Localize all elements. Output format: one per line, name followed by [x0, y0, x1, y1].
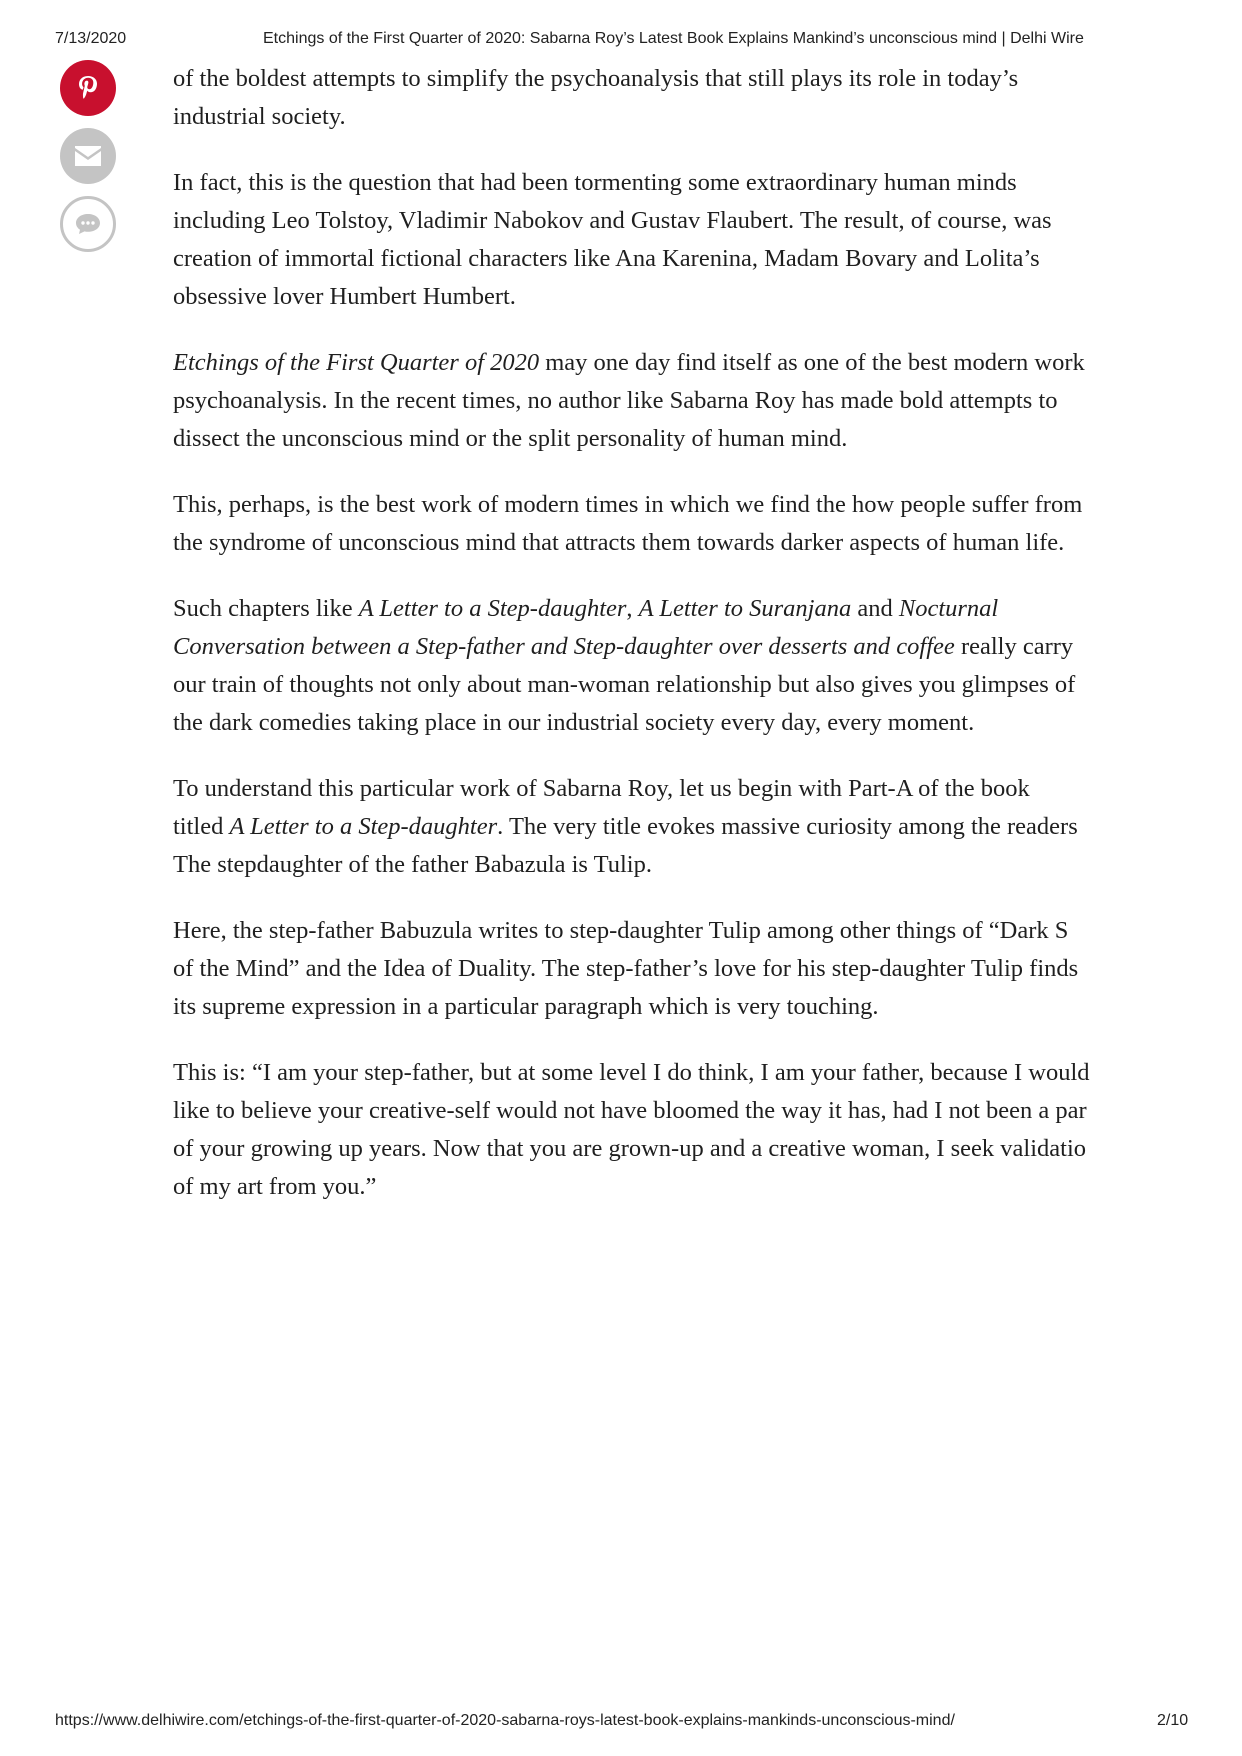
italic-title-text: Conversation between a Step-father and Step-daughter over desserts and coffee — [173, 633, 955, 660]
paragraph-text: titled — [173, 813, 230, 840]
comment-share-button[interactable] — [60, 196, 116, 252]
paragraph-text: of the Mind” and the Idea of Duality. The step-father’s love for his step-daughter Tulip finds — [173, 955, 1079, 982]
paragraph-text: like to believe your creative-self would not have bloomed the way it has, had I not been a par — [173, 1097, 1087, 1124]
pinterest-icon — [75, 73, 101, 103]
italic-title-text: A Letter to a Step-daughter — [229, 813, 498, 840]
paragraph-text: industrial society. — [173, 103, 346, 130]
paragraph-text: and — [851, 595, 899, 622]
paragraph-text: creation of immortal fictional characters like Ana Karenina, Madam Bovary and Lolita’s — [173, 245, 1040, 272]
article-body — [173, 60, 1188, 1240]
article-paragraph — [173, 1054, 1188, 1206]
paragraph-text: This is: “I am your step-father, but at some level I do think, I am your father, because I would — [173, 1059, 1090, 1086]
paragraph-text: , — [626, 595, 639, 622]
share-rail — [60, 60, 118, 264]
italic-title-text: A Letter to Suranjana — [638, 595, 852, 622]
print-url: https://www.delhiwire.com/etchings-of-the-first-quarter-of-2020-sabarna-roys-latest-book-explains-mankinds-unconscious-mind/ — [55, 1712, 955, 1729]
paragraph-text: its supreme expression in a particular paragraph which is very touching. — [173, 993, 879, 1020]
paragraph-text: our train of thoughts not only about man-woman relationship but also gives you glimpses of — [173, 671, 1076, 698]
paragraph-text: obsessive lover Humbert Humbert. — [173, 283, 516, 310]
article-paragraph — [173, 60, 1188, 136]
paragraph-text: dissect the unconscious mind or the split personality of human mind. — [173, 425, 848, 452]
pinterest-share-button[interactable] — [60, 60, 116, 116]
print-header — [0, 30, 1242, 54]
italic-title-text: Etchings of the First Quarter of 2020 — [173, 349, 540, 376]
paragraph-text: . The very title evokes massive curiosity among the readers — [497, 813, 1078, 840]
paragraph-text: including Leo Tolstoy, Vladimir Nabokov and Gustav Flaubert. The result, of course, was — [173, 207, 1052, 234]
envelope-icon — [73, 144, 103, 168]
email-share-button[interactable] — [60, 128, 116, 184]
paragraph-text: may one day find itself as one of the best modern work — [539, 349, 1085, 376]
italic-title-text: Nocturnal — [898, 595, 999, 622]
paragraph-text: The stepdaughter of the father Babazula is Tulip. — [173, 851, 652, 878]
paragraph-text: really carry — [954, 633, 1074, 660]
paragraph-text: Here, the step-father Babuzula writes to step-daughter Tulip among other things of “Dark S — [173, 917, 1069, 944]
article-paragraph — [173, 912, 1188, 1026]
print-page-number: 2/10 — [1157, 1712, 1189, 1729]
italic-title-text: A Letter to a Step-daughter — [358, 595, 627, 622]
paragraph-text: of the boldest attempts to simplify the psychoanalysis that still plays its role in today’s — [173, 65, 1019, 92]
print-footer — [0, 1712, 1242, 1736]
article-paragraph — [173, 770, 1188, 884]
paragraph-text: This, perhaps, is the best work of modern times in which we find the how people suffer from — [173, 491, 1083, 518]
paragraph-text: psychoanalysis. In the recent times, no author like Sabarna Roy has made bold attempts to — [173, 387, 1058, 414]
paragraph-text: the dark comedies taking place in our industrial society every day, every moment. — [173, 709, 975, 736]
print-date: 7/13/2020 — [55, 30, 127, 47]
paragraph-text: of my art from you.” — [173, 1173, 377, 1200]
article-paragraph — [173, 486, 1188, 562]
speech-bubble-icon — [74, 212, 102, 236]
paragraph-text: In fact, this is the question that had been tormenting some extraordinary human minds — [173, 169, 1017, 196]
paragraph-text: To understand this particular work of Sabarna Roy, let us begin with Part-A of the book — [173, 775, 1030, 802]
article-paragraph — [173, 344, 1188, 458]
paragraph-text: of your growing up years. Now that you are grown-up and a creative woman, I seek validatio — [173, 1135, 1087, 1162]
paragraph-text: the syndrome of unconscious mind that attracts them towards darker aspects of human life. — [173, 529, 1065, 556]
print-page-title: Etchings of the First Quarter of 2020: Sabarna Roy’s Latest Book Explains Mankind’s unconscious mind | Delhi Wire — [263, 30, 1084, 47]
article-paragraph — [173, 590, 1188, 742]
paragraph-text: Such chapters like — [173, 595, 359, 622]
article-paragraph — [173, 164, 1188, 316]
